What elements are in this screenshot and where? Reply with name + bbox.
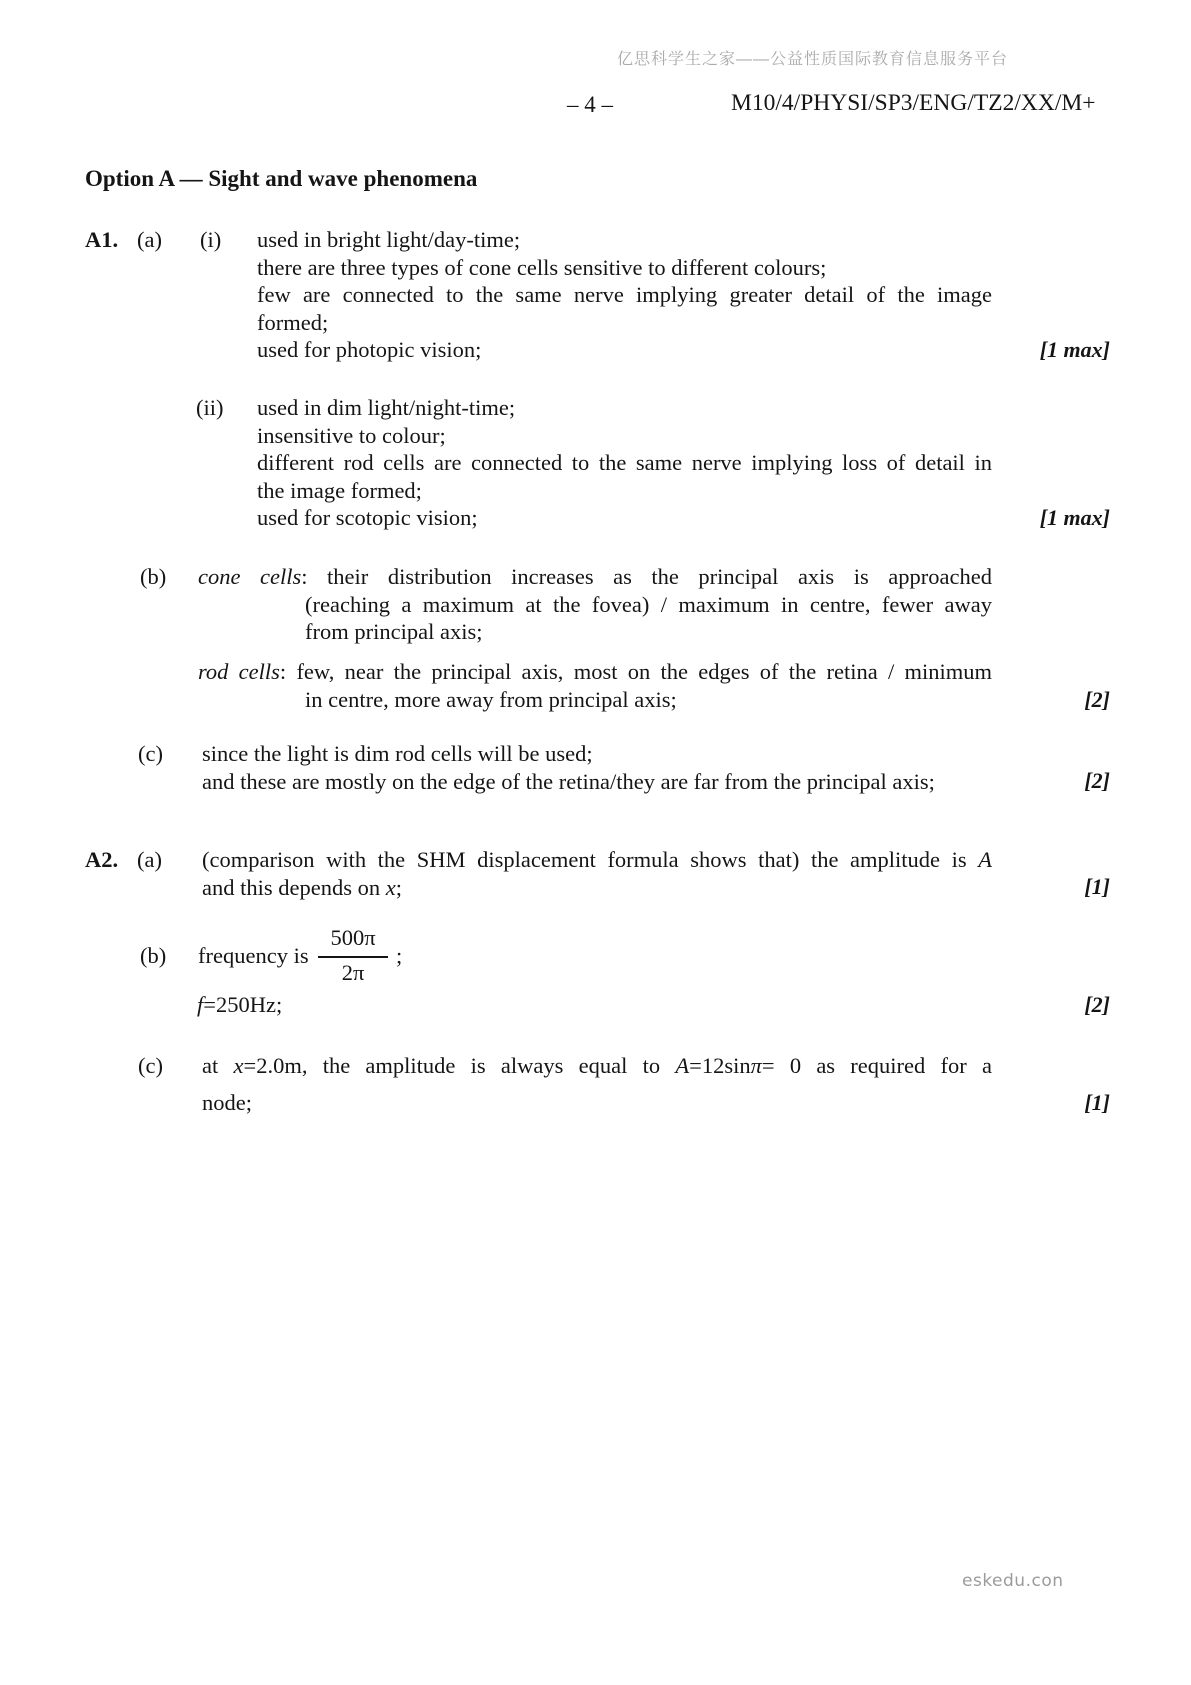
question-number-a2: A2. (85, 847, 119, 872)
site-watermark-footer: eskedu.con (962, 1571, 1064, 1591)
answer-line: different rod cells are connected to the same nerve implying loss of detail in (257, 450, 992, 475)
answer-line: used for photopic vision; (257, 337, 482, 362)
variable-A: A (978, 847, 992, 872)
answer-text: : their distribution increases as the principal axis is approached (301, 564, 992, 589)
fraction-denominator: 2π (341, 960, 365, 985)
answer-line: used in dim light/night-time; (257, 395, 516, 420)
mark-a1a-ii: [1 max] (1039, 505, 1110, 530)
a2c-line1 (202, 1052, 992, 1080)
answer-line: used in bright light/day-time; (257, 227, 521, 252)
a2a-line2 (202, 874, 992, 902)
answer-text: (comparison with the SHM displacement formula shows that) the amplitude is (202, 847, 979, 872)
answer-text: =2.0m, the amplitude is always equal to (243, 1053, 676, 1078)
paper-code: M10/4/PHYSI/SP3/ENG/TZ2/XX/M+ (731, 90, 1096, 116)
subpart-label-a1a-i: (i) (200, 227, 222, 252)
fraction-numerator: 500π (330, 925, 376, 950)
term-cone-cells: cone cells (198, 564, 302, 589)
answer-line: used for scotopic vision; (257, 505, 478, 530)
a1a-ii-answer (257, 394, 992, 532)
answer-line: few are connected to the same nerve implying greater detail of the image (257, 282, 992, 307)
a2a-line1 (202, 846, 992, 874)
answer-text: : few, near the principal axis, most on the edges of the retina / minimum (279, 659, 992, 684)
a1b-cone-line1 (198, 563, 992, 591)
part-label-a2b: (b) (140, 943, 167, 968)
mark-a1c: [2] (1084, 768, 1110, 793)
part-label-a1c: (c) (138, 741, 163, 766)
mark-a1b: [2] (1084, 687, 1110, 712)
answer-line: the image formed; (257, 477, 422, 503)
question-number-a1: A1. (85, 227, 119, 252)
mark-a2b: [2] (1084, 992, 1110, 1017)
answer-text: at (202, 1053, 234, 1078)
answer-line: formed; (257, 309, 329, 335)
answer-text: and this depends on (202, 874, 386, 900)
a2b-semicolon: ; (396, 943, 403, 968)
answer-text: = 0 as required for a (761, 1053, 992, 1078)
part-label-a2c: (c) (138, 1053, 163, 1078)
a1a-i-answer (257, 226, 992, 364)
mark-a2c: [1] (1084, 1090, 1110, 1115)
variable-f: f (197, 992, 204, 1017)
mark-a2a: [1] (1084, 874, 1110, 899)
option-title: Option A — Sight and wave phenomena (85, 166, 478, 191)
variable-pi: π (750, 1053, 762, 1078)
fraction-bar (318, 956, 388, 958)
part-label-a1a: (a) (137, 227, 162, 252)
answer-text: =12sin (689, 1053, 751, 1078)
a1b-rod-line2: in centre, more away from principal axis; (305, 686, 677, 712)
answer-line: insensitive to colour; (257, 422, 446, 448)
variable-x: x (385, 874, 396, 900)
a1c-line2: and these are mostly on the edge of the retina/they are far from the principal axis; (202, 768, 935, 794)
answer-text: ; (395, 874, 402, 900)
a2b-result (197, 991, 282, 1019)
term-rod-cells: rod cells (198, 659, 280, 684)
platform-watermark-header: 亿思科学生之家——公益性质国际教育信息服务平台 (617, 51, 1009, 68)
part-label-a1b: (b) (140, 564, 167, 589)
a1c-line1: since the light is dim rod cells will be used; (202, 741, 593, 766)
a2b-intro: frequency is (198, 943, 309, 968)
a1b-rod-line1 (198, 658, 992, 686)
page-number: – 4 – (567, 92, 613, 117)
a1b-cone-line3: from principal axis; (305, 619, 483, 644)
subpart-label-a1a-ii: (ii) (196, 395, 224, 420)
variable-A: A (675, 1053, 690, 1078)
variable-x: x (233, 1053, 244, 1078)
part-label-a2a: (a) (137, 847, 162, 872)
a2c-line2: node; (202, 1090, 252, 1115)
a1b-cone-line2: (reaching a maximum at the fovea) / maximum in centre, fewer away (305, 591, 992, 617)
answer-line: there are three types of cone cells sensitive to different colours; (257, 254, 827, 280)
answer-text: =250Hz; (203, 992, 283, 1017)
mark-a1a-i: [1 max] (1039, 337, 1110, 362)
